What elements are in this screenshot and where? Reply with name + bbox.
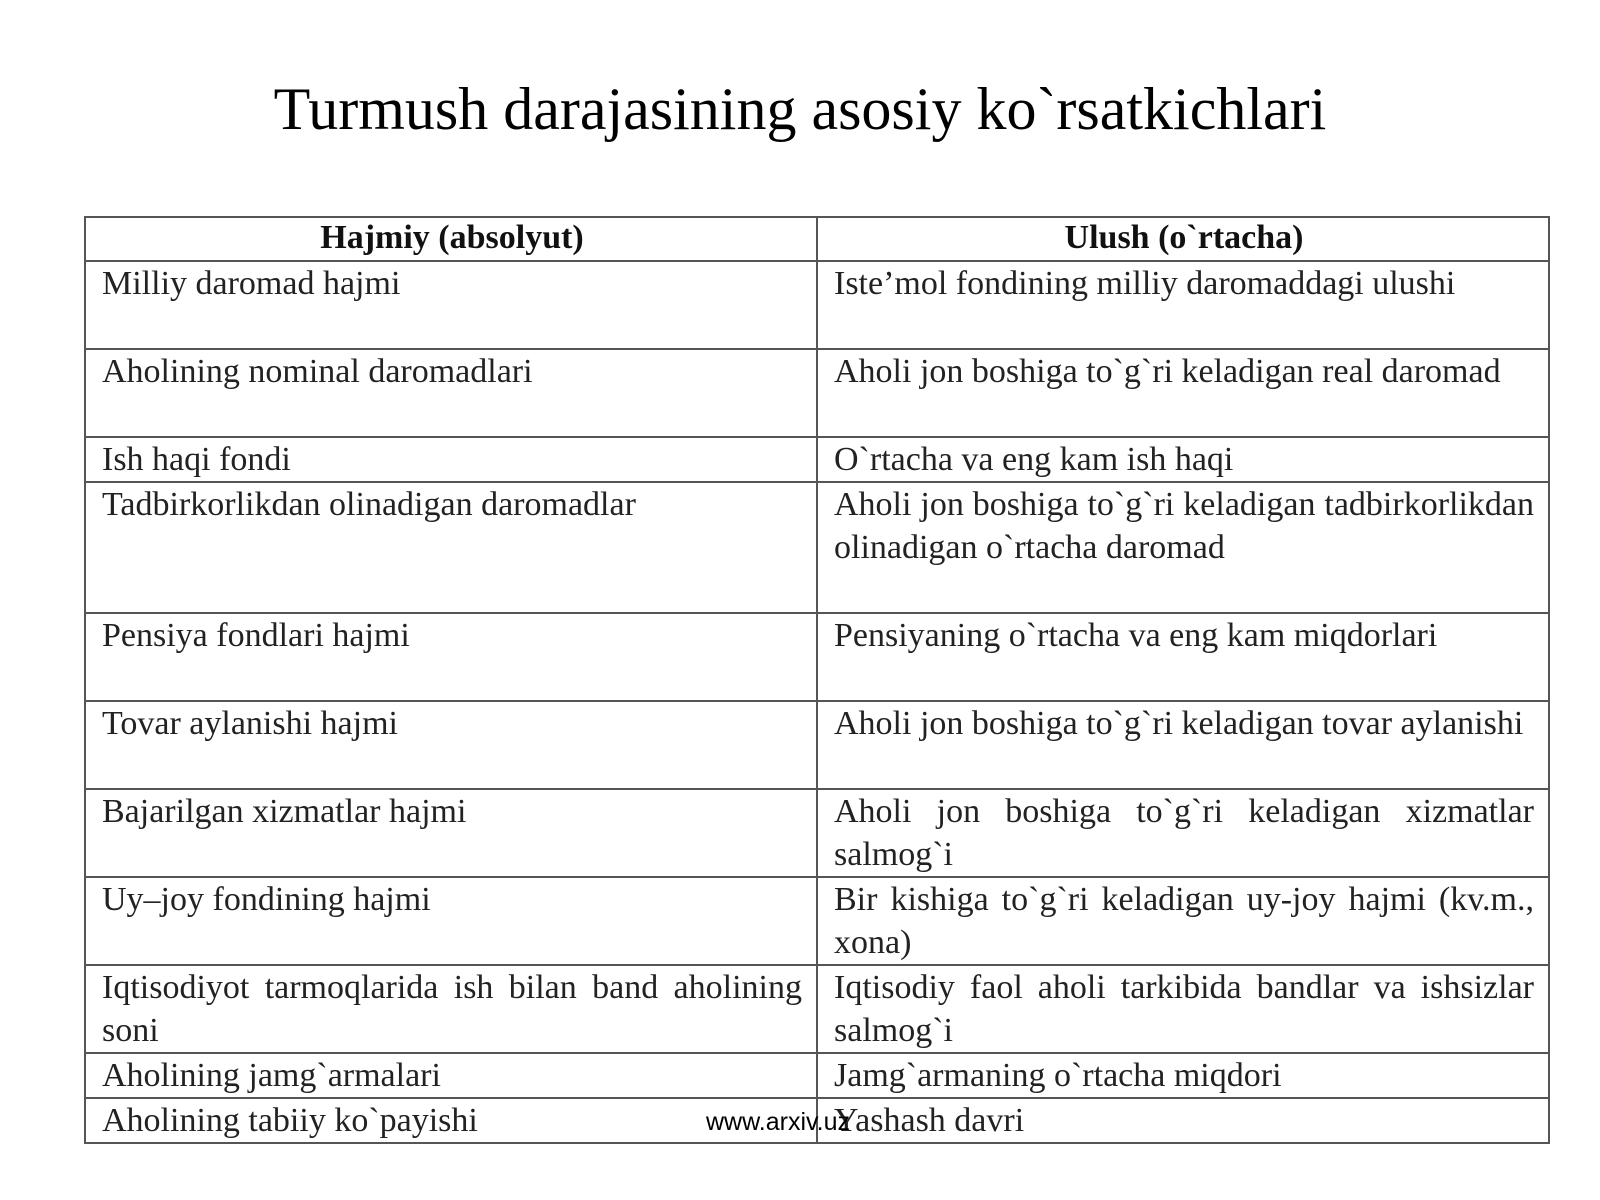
cell-absolute: Ish haqi fondi [85,437,817,482]
table-header-row [85,217,1549,261]
cell-share: Iste’mol fondining milliy daromaddagi ulushi [817,261,1549,349]
indicators-table [84,216,1550,1144]
cell-absolute: Aholining tabiiy ko`payishi [85,1098,817,1143]
cell-share: Aholi jon boshiga to`g`ri keladigan tadbirkorlikdan olinadigan o`rtacha daromad [817,482,1549,613]
cell-absolute: Tadbirkorlikdan olinadigan daromadlar [85,482,817,613]
table-row [85,349,1549,437]
cell-share: Pensiyaning o`rtacha va eng kam miqdorlari [817,613,1549,701]
cell-share: Aholi jon boshiga to`g`ri keladigan real daromad [817,349,1549,437]
table-row [85,965,1549,1053]
cell-share: Aholi jon boshiga to`g`ri keladigan tovar aylanishi [817,701,1549,789]
cell-absolute: Milliy daromad hajmi [85,261,817,349]
cell-share: Iqtisodiy faol aholi tarkibida bandlar va ishsizlar salmog`i [817,965,1549,1053]
cell-share: Bir kishiga to`g`ri keladigan uy-joy hajmi (kv.m., xona) [817,877,1549,965]
slide-title: Turmush darajasining asosiy ko`rsatkichlari [273,76,1327,142]
cell-share: O`rtacha va eng kam ish haqi [817,437,1549,482]
column-header-absolute: Hajmiy (absolyut) [85,217,817,261]
watermark-text: www.arxiv.uz [706,1108,851,1136]
column-header-share: Ulush (o`rtacha) [817,217,1549,261]
table-row [85,437,1549,482]
cell-absolute: Uy–joy fondining hajmi [85,877,817,965]
cell-absolute: Iqtisodiyot tarmoqlarida ish bilan band aholining soni [85,965,817,1053]
cell-absolute: Tovar aylanishi hajmi [85,701,817,789]
table-row [85,1053,1549,1098]
cell-absolute: Bajarilgan xizmatlar hajmi [85,789,817,877]
table-row [85,789,1549,877]
cell-share: Yashash davri [817,1098,1549,1143]
table-row [85,701,1549,789]
cell-absolute: Aholining nominal daromadlari [85,349,817,437]
table-row [85,482,1549,613]
cell-absolute: Aholining jamg`armalari [85,1053,817,1098]
table-row [85,613,1549,701]
cell-share: Aholi jon boshiga to`g`ri keladigan xizmatlar salmog`i [817,789,1549,877]
cell-absolute: Pensiya fondlari hajmi [85,613,817,701]
table-row [85,877,1549,965]
cell-share: Jamg`armaning o`rtacha miqdori [817,1053,1549,1098]
table-row [85,261,1549,349]
